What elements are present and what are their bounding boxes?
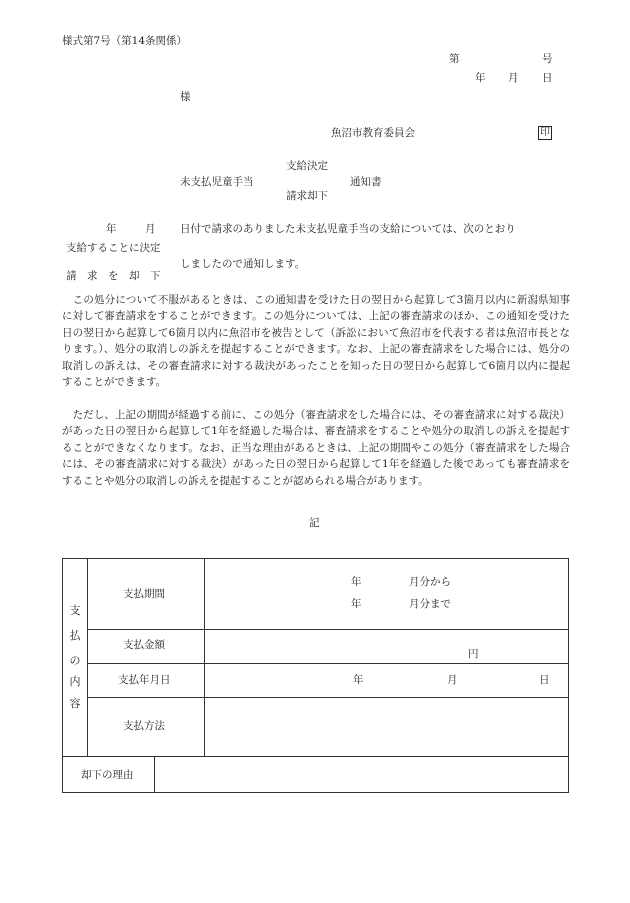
table-divider-label (204, 559, 205, 756)
title-option-approve: 支給決定 (286, 160, 328, 172)
intro-option-approve: 支給することに決定 (66, 242, 161, 254)
payment-details-table (62, 558, 569, 793)
table-divider-group (87, 559, 88, 756)
intro-month: 月 (145, 223, 156, 235)
intro-option-reject: 請 求 を 却 下 (66, 270, 161, 282)
seal-stamp (538, 126, 552, 140)
payment-date-month: 月 (447, 674, 458, 686)
payment-date-day: 日 (539, 674, 550, 686)
period-to-year: 年 (351, 598, 362, 610)
period-to-month: 月分まで (409, 598, 451, 610)
title-option-reject: 請求却下 (286, 190, 328, 202)
group-label-char-1: 支 (69, 604, 81, 617)
intro-text-2: しましたので通知します。 (180, 258, 306, 270)
payment-date-label: 支払年月日 (118, 674, 171, 686)
period-from-month: 月分から (409, 576, 451, 588)
title-notice: 通知書 (350, 176, 382, 188)
issue-date-month: 月 (508, 72, 519, 84)
appeal-paragraph-2: ただし、上記の期間が経過する前に、この処分（審査請求をした場合には、その審査請求に対する裁決）があった日の翌日から起算して1年を経過した場合は、審査請求をすることや処分の取消しの訴えを提起することができなくなります。なお、正当な理由があるときは、上記の期間やこの処分（審査請求をした場合には、その審査請求に対する裁決）があった日の翌日から起算して1年を経過した後であっても審査請求をすることや処分の取消しの訴えを提起することが認められる場合があります。 (62, 409, 570, 487)
table-row-line-3 (87, 697, 569, 698)
issuer-name: 魚沼市教育委員会 (331, 127, 415, 139)
period-from-year: 年 (351, 576, 362, 588)
amount-unit: 円 (468, 648, 479, 660)
table-divider-reason (154, 756, 155, 793)
intro-year: 年 (106, 223, 117, 235)
addressee-suffix: 様 (180, 91, 191, 103)
table-row-line-2 (87, 663, 569, 664)
issue-date-year: 年 (475, 72, 486, 84)
intro-text: 日付で請求のありました未支払児童手当の支給については、次のとおり (180, 223, 516, 235)
table-row-line-1 (87, 629, 569, 630)
group-label-char-2: 払 (69, 629, 81, 642)
group-label-char-4: 内 (69, 675, 81, 688)
seal-label: 印 (540, 127, 550, 138)
payment-method-label: 支払方法 (123, 720, 165, 732)
title-subject: 未支払児童手当 (180, 176, 254, 188)
ki-marker: 記 (309, 517, 320, 529)
group-label-char-5: 容 (69, 697, 81, 710)
doc-number-suffix: 号 (542, 53, 553, 65)
doc-number-prefix: 第 (449, 53, 460, 65)
form-number-label: 様式第7号（第14条関係） (62, 35, 188, 47)
appeal-paragraph-1: この処分について不服があるときは、この通知書を受けた日の翌日から起算して3箇月以内に新潟県知事に対して審査請求をすることができます。この処分については、上記の審査請求のほか、この通知を受けた日の翌日から起算して6箇月以内に魚沼市を被告として（訴訟において魚沼市を代表する者は魚沼市長となります。）、処分の取消しの訴えを提起することができます。なお、上記の審査請求をした場合には、処分の取消しの訴えは、その審査請求に対する裁決があったことを知った日の翌日から起算して6箇月以内に提起することができます。 (62, 294, 570, 389)
table-row-line-4 (63, 756, 569, 757)
issue-date-day: 日 (542, 72, 553, 84)
group-label-char-3: の (69, 654, 81, 667)
period-label: 支払期間 (123, 588, 165, 600)
rejection-reason-label: 却下の理由 (81, 769, 134, 781)
payment-date-year: 年 (353, 674, 364, 686)
amount-label: 支払金額 (123, 639, 165, 651)
